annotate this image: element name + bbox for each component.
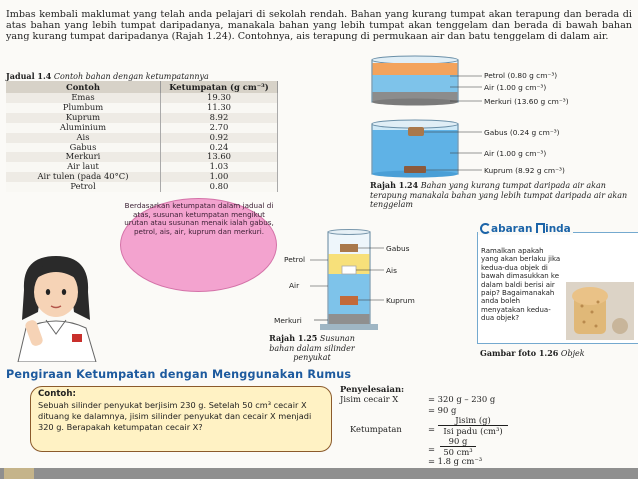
label-mercury: Merkuri	[274, 316, 302, 325]
speech-bubble-text: Berdasarkan ketumpatan dalam jadual di atas, susunan ketumpatan mengikut urutan atau susunan menaik ialah gabus, petrol, ais, air, kuprum dan merkuri.	[124, 201, 274, 236]
table-row	[6, 182, 278, 192]
pebble-icon	[612, 318, 628, 334]
cork-piece	[408, 127, 424, 136]
table-cell-substance: Kuprum	[6, 113, 161, 123]
label-water-density-1: Air (1.00 g cm⁻³)	[484, 83, 547, 92]
example-title: Contoh:	[38, 389, 76, 399]
beaker-petrol-water-mercury	[372, 56, 458, 106]
water-layer	[329, 274, 370, 314]
label-petrol: Petrol	[284, 255, 306, 264]
solution-result: = 1.8 g cm⁻³	[428, 456, 483, 466]
challenge-text: Ramalkan apakah yang akan berlaku jika kedua-dua objek di bawah dimasukkan ke dalam baldi berisi air paip? Bagaimanakah anda boleh menyatakan kedua-dua objek?	[481, 247, 561, 323]
solution-equals-1: =	[428, 424, 436, 434]
table-row	[6, 143, 278, 153]
objects-photo	[566, 282, 634, 340]
label-copper: Kuprum	[386, 296, 415, 305]
solution-mass-result: = 90 g	[428, 405, 457, 415]
label-mercury-density: Merkuri (13.60 g cm⁻³)	[484, 97, 569, 106]
table-caption-number: Jadual 1.4	[6, 71, 52, 81]
copper-block	[340, 296, 358, 305]
density-formula	[438, 415, 508, 436]
label-ice: Ais	[386, 266, 397, 275]
cylinder-base	[320, 324, 378, 330]
table-header-row	[6, 81, 278, 93]
challenge-title	[478, 223, 573, 235]
label-water: Air	[289, 281, 300, 290]
table-header-density: Ketumpatan (g cm⁻³)	[161, 81, 278, 93]
table-row	[6, 123, 278, 133]
figure-1-25-caption	[258, 334, 366, 363]
table-row	[6, 93, 278, 103]
table-cell-density: 2.70	[161, 123, 278, 133]
ice-block	[342, 266, 356, 274]
figure-1-24-text: Bahan yang kurang tumpat daripada air akan terapung manakala bahan yang lebih tumpat daripada air akan tenggelam	[370, 181, 628, 209]
density-table	[6, 81, 278, 192]
photo-caption-number: Gambar foto 1.26	[480, 348, 559, 358]
solution-mass-calc: = 320 g – 230 g	[428, 394, 496, 404]
table-row	[6, 152, 278, 162]
density-formula-numerator: Jisim (g)	[455, 415, 491, 425]
table-cell-density: 19.30	[161, 93, 278, 103]
solution-equals-2: =	[428, 444, 436, 454]
figure-1-24-caption	[370, 181, 636, 210]
section-heading: Pengiraan Ketumpatan dengan Menggunakan Rumus	[6, 368, 352, 381]
page-footer-bar	[0, 468, 638, 479]
label-copper-density: Kuprum (8.92 g cm⁻³)	[484, 166, 565, 175]
solution-density-label: Ketumpatan	[350, 424, 402, 434]
photo-caption	[480, 348, 585, 358]
mercury-layer	[329, 314, 370, 324]
table-cell-substance: Emas	[6, 93, 161, 103]
table-cell-density: 1.00	[161, 172, 278, 182]
figure-1-25-text: Susunan bahan dalam silinder penyukat	[269, 334, 355, 362]
challenge-title-a: abaran	[491, 223, 533, 235]
student-illustration	[4, 250, 114, 362]
density-substitution-numerator: 90 g	[448, 436, 468, 446]
label-petrol-density: Petrol (0.80 g cm⁻³)	[484, 71, 558, 80]
figure-1-24-number: Rajah 1.24	[370, 180, 419, 190]
table-cell-density: 8.92	[161, 113, 278, 123]
challenge-title-b: inda	[545, 223, 571, 235]
solution-title: Penyelesaian:	[340, 384, 405, 394]
badge-icon	[72, 334, 82, 342]
table-cell-density: 0.92	[161, 133, 278, 143]
table-cell-substance: Aluminium	[6, 123, 161, 133]
table-cell-density: 0.24	[161, 143, 278, 153]
table-caption-text: Contoh bahan dengan ketumpatannya	[53, 72, 209, 81]
density-formula-denominator: Isi padu (cm³)	[438, 425, 508, 436]
table-row	[6, 103, 278, 113]
cork-block	[340, 244, 358, 252]
table-header-example: Contoh	[6, 81, 161, 93]
table-row	[6, 172, 278, 182]
photo-caption-text: Objek	[560, 349, 585, 358]
density-substitution-denominator: 50 cm³	[440, 446, 476, 457]
table-caption	[6, 71, 209, 81]
challenge-c-icon	[480, 223, 491, 234]
density-substitution	[440, 436, 476, 457]
example-text: Sebuah silinder penyukat berjisim 230 g. Setelah 50 cm³ cecair X dituang ke dalamnya, jisim silinder penyukat dan cecair X menjadi 320 g. Berapakah ketumpatan cecair X?	[38, 400, 312, 432]
table-cell-substance: Petrol	[6, 182, 161, 192]
table-cell-density: 13.60	[161, 152, 278, 162]
figure-1-24-beakers	[360, 52, 500, 182]
label-cork: Gabus	[386, 244, 410, 253]
intro-paragraph: Imbas kembali maklumat yang telah anda pelajari di sekolah rendah. Bahan yang kurang tumpat akan terapung dan berada di atas bahan yang lebih tumpat daripadanya, manakala bahan yang lebih tumpat akan tenggelam dan berada di bawah bahan yang kurang tumpat daripadanya (Rajah 1.24). Contohnya, ais terapung di permukaan air dan batu tenggelam di dalam air.	[6, 9, 632, 43]
label-water-density-2: Air (1.00 g cm⁻³)	[484, 149, 547, 158]
page-number-tab	[4, 468, 34, 479]
beaker-cork-water-copper	[372, 120, 458, 178]
label-cork-density: Gabus (0.24 g cm⁻³)	[484, 128, 560, 137]
table-cell-density: 1.03	[161, 162, 278, 172]
table-row	[6, 113, 278, 123]
table-cell-substance: Merkuri	[6, 152, 161, 162]
copper-piece	[404, 166, 426, 173]
table-row	[6, 133, 278, 143]
table-cell-density: 11.30	[161, 103, 278, 113]
table-cell-substance: Gabus	[6, 143, 161, 153]
solution-mass-label: Jisim cecair X	[340, 394, 399, 404]
table-cell-substance: Plumbum	[6, 103, 161, 113]
table-cell-density: 0.80	[161, 182, 278, 192]
challenge-m-icon	[536, 223, 545, 233]
table-cell-substance: Ais	[6, 133, 161, 143]
table-cell-substance: Air tulen (pada 40°C)	[6, 172, 161, 182]
figure-1-25-number: Rajah 1.25	[269, 333, 318, 343]
table-cell-substance: Air laut	[6, 162, 161, 172]
